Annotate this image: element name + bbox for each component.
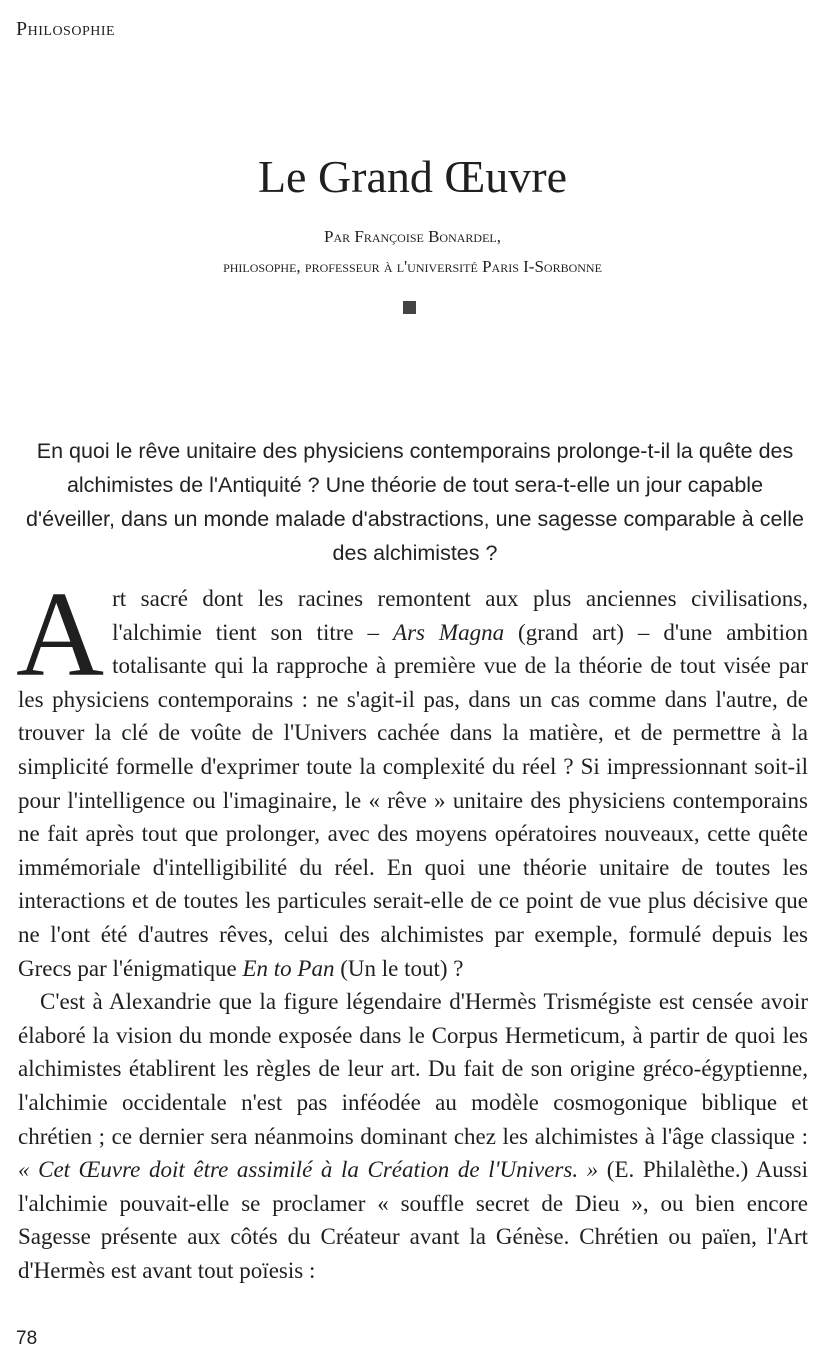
paragraph-1 xyxy=(16,567,808,985)
paragraph-2 xyxy=(18,985,808,1287)
page-number: 78 xyxy=(16,1328,38,1349)
drop-cap: A xyxy=(16,567,105,702)
p1-text-a: rt sacré dont les racines remontent aux plus anciennes civilisations, l'alchimie tient son titre – xyxy=(112,586,808,645)
p1-text-b: (grand art) – d'une ambition totalisante qui la rapproche à première vue de la théorie de tout visée par les physiciens contemporains : ne s'agit-il pas, dans un cas comme dans l'autre, de trouver la clé de voûte de l'Univers cachée dans la matière, et de permettre à la simplicité formelle d'exprimer toute la complexité du réel ? Si impressionnant soit-il pour l'intelligence ou l'imaginaire, le « rêve » unitaire des physiciens contemporains ne fait après tout que prolonger, avec des moyens opératoires nouveaux, cette quête immémoriale d'intelligibilité du réel. En quoi une théorie unitaire de toutes les interactions et de toutes les particules serait-elle de ce point de vue plus décisive que ne l'ont été d'autres rêves, celui des alchimistes par exemple, formulé depuis les Grecs par l'énigmatique xyxy=(18,619,808,981)
p1-text-c: (Un le tout) ? xyxy=(334,955,464,981)
p2-text-b: (E. Philalèthe.) Aussi l'alchimie pouvait-elle se proclamer « souffle secret de Dieu », ou bien encore Sagesse présente aux côtés du Créateur avant la Génèse. Chrétien ou païen, l'Art d'Hermès est avant tout poïesis : xyxy=(18,1157,808,1283)
byline-affiliation: philosophe, professeur à l'université Paris I-Sorbonne xyxy=(223,257,602,276)
lead-paragraph: En quoi le rêve unitaire des physiciens contemporains prolonge-t-il la quête des alchimistes de l'Antiquité ? Une théorie de tout sera-t-elle un jour capable d'éveiller, dans un monde malade d'abstractions, une sagesse comparable à celle des alchimistes ? xyxy=(26,439,804,565)
byline-author: Par Françoise Bonardel, xyxy=(323,227,501,246)
byline xyxy=(0,222,825,282)
section-label: Philosophie xyxy=(16,18,116,40)
section-separator xyxy=(403,301,416,314)
p1-italic-ars-magna: Ars Magna xyxy=(393,619,505,645)
p2-text-a: C'est à Alexandrie que la figure légendaire d'Hermès Trismégiste est censée avoir élaboré la vision du monde exposée dans le Corpus Hermeticum, à partir de quoi les alchimistes établirent les règles de leur art. Du fait de son origine gréco-égyptienne, l'alchimie occidentale n'est pas inféodée au modèle cosmogonique biblique et chrétien ; ce dernier sera néanmoins dominant chez les alchimistes à l'âge classique : xyxy=(18,989,808,1149)
article-title: Le Grand Œuvre xyxy=(257,151,568,202)
p2-italic-quote: « Cet Œuvre doit être assimilé à la Création de l'Univers. » xyxy=(18,1157,599,1183)
p1-italic-en-to-pan: En to Pan xyxy=(242,955,335,981)
article-body xyxy=(16,567,808,1287)
